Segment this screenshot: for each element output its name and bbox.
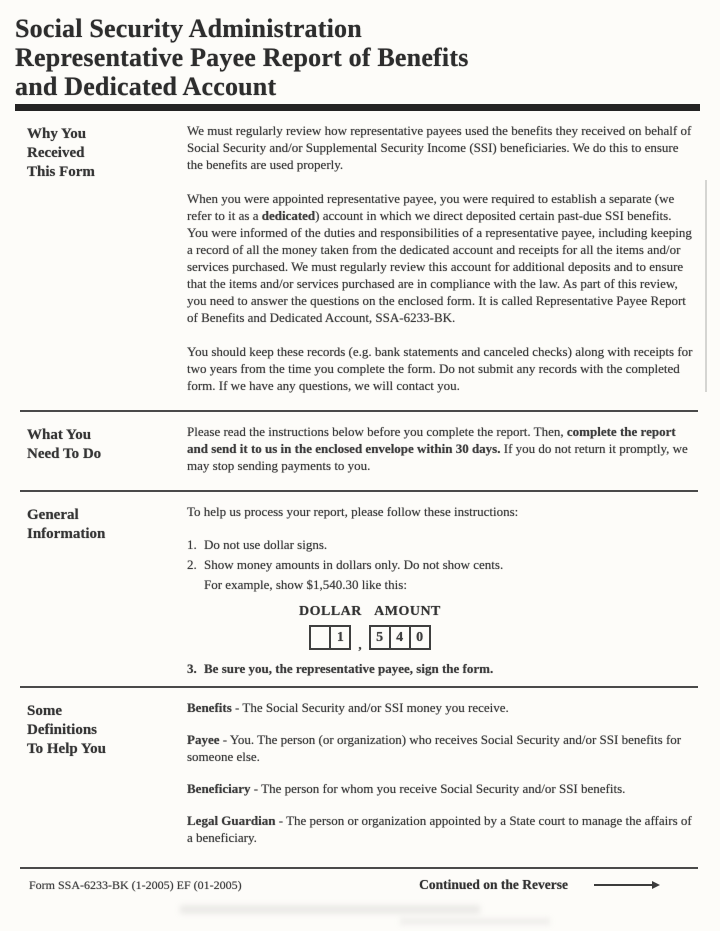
instruction-item-2 xyxy=(187,556,694,573)
heading-line: General xyxy=(27,507,79,524)
footer-divider xyxy=(20,867,698,869)
section-body xyxy=(187,423,702,484)
item-example-text: For example, show $1,540.30 like this: xyxy=(204,577,407,593)
definition-legal-guardian: Legal Guardian - The person or organization appointed by a State court to manage the affairs of a beneficiary. xyxy=(187,813,692,846)
heading-line: Definitions xyxy=(27,722,98,739)
continued-on-reverse-label: Continued on the Reverse xyxy=(419,877,568,893)
section-why-you-received-this-form xyxy=(15,111,702,410)
dollar-amount-example xyxy=(299,603,441,653)
section-general-information xyxy=(15,492,702,686)
heading-line: Some xyxy=(27,703,62,720)
section-body xyxy=(187,122,702,404)
digit-box-empty xyxy=(309,625,331,650)
instruction-item-3 xyxy=(187,660,694,677)
dollar-amount-label: DOLLAR AMOUNT xyxy=(299,604,441,620)
page-footer xyxy=(29,877,700,893)
instructions-intro: To help us process your report, please follow these instructions: xyxy=(187,504,519,520)
thousands-box-group xyxy=(309,625,351,650)
digit-box-4: 4 xyxy=(389,625,411,650)
section-body xyxy=(187,503,702,680)
item-text: Be sure you, the representative payee, sign the form. xyxy=(204,661,494,677)
heading-line: This Form xyxy=(27,164,95,181)
item-number: 2. xyxy=(187,557,197,573)
heading-line: Why You xyxy=(27,126,87,143)
page-title xyxy=(15,14,702,101)
heading-line: What You xyxy=(27,427,92,444)
item-number: 1. xyxy=(187,537,197,553)
dollar-amount-boxes xyxy=(299,625,441,653)
comma-separator: , xyxy=(358,637,362,653)
digit-box-5: 5 xyxy=(369,625,391,650)
dollars-box-group xyxy=(369,625,431,650)
title-line-1: Social Security Administration xyxy=(15,14,362,43)
section-heading xyxy=(15,423,187,484)
scan-artifact-smudge xyxy=(180,905,480,914)
section-what-you-need-to-do xyxy=(15,412,702,490)
title-line-2: Representative Payee Report of Benefits xyxy=(15,43,469,73)
item-number: 3. xyxy=(187,661,197,677)
paragraph: When you were appointed representative payee, you were required to establish a separate (we refer to it as a dedicated) account in which we direct deposited certain past-due SSI benefits. You were informed of the duties and responsibilities of a representative payee, including keeping a record of all the money taken from the dedicated account and receipts for all the items and/or services purchased. We must regularly review this account for additional deposits and to ensure that the items and/or services purchased are in compliance with the law. As part of this review, you need to answer the questions on the enclosed form. It is called Representative Payee Report of Benefits and Dedicated Account, SSA-6233-BK. xyxy=(187,191,692,326)
instruction-item-1 xyxy=(187,536,694,553)
heading-line: Received xyxy=(27,145,85,162)
scan-artifact-smudge xyxy=(400,918,550,925)
paragraph: You should keep these records (e.g. bank statements and canceled checks) along with receipts for two years from the time you complete the form. Do not submit any records with the completed form. If we have any questions, we will contact you. xyxy=(187,344,693,394)
title-line-3: and Dedicated Account xyxy=(15,72,277,102)
section-heading xyxy=(15,122,187,404)
section-body xyxy=(187,699,702,861)
paragraph: We must regularly review how representative payees used the benefits they received on behalf of Social Security and/or Supplemental Security Income (SSI) beneficiaries. We do this to ensure the benefits are used properly. xyxy=(187,123,692,173)
section-heading xyxy=(15,503,187,680)
section-heading xyxy=(15,699,187,861)
item-text: Do not use dollar signs. xyxy=(204,537,328,553)
section-some-definitions xyxy=(15,688,702,867)
digit-box-1: 1 xyxy=(329,625,351,650)
definition-payee: Payee - You. The person (or organization) who receives Social Security and/or SSI benefits for someone else. xyxy=(187,732,682,765)
form-number: Form SSA-6233-BK (1-2005) EF (01-2005) xyxy=(29,877,242,892)
heading-line: To Help You xyxy=(27,741,106,758)
paragraph: Please read the instructions below before you complete the report. Then, complete the report and send it to us in the enclosed envelope within 30 days. If you do not return it promptly, we may stop sending payments to you. xyxy=(187,424,688,474)
scan-artifact-line xyxy=(705,180,707,392)
heading-line: Information xyxy=(27,526,106,543)
definition-beneficiary: Beneficiary - The person for whom you receive Social Security and/or SSI benefits. xyxy=(187,781,626,797)
item-text: Show money amounts in dollars only. Do not show cents. xyxy=(204,557,504,573)
arrow-right-icon xyxy=(594,880,660,890)
title-divider xyxy=(15,104,700,111)
digit-box-0: 0 xyxy=(409,625,431,650)
definition-benefits: Benefits - The Social Security and/or SSI money you receive. xyxy=(187,700,509,716)
heading-line: Need To Do xyxy=(27,446,102,463)
